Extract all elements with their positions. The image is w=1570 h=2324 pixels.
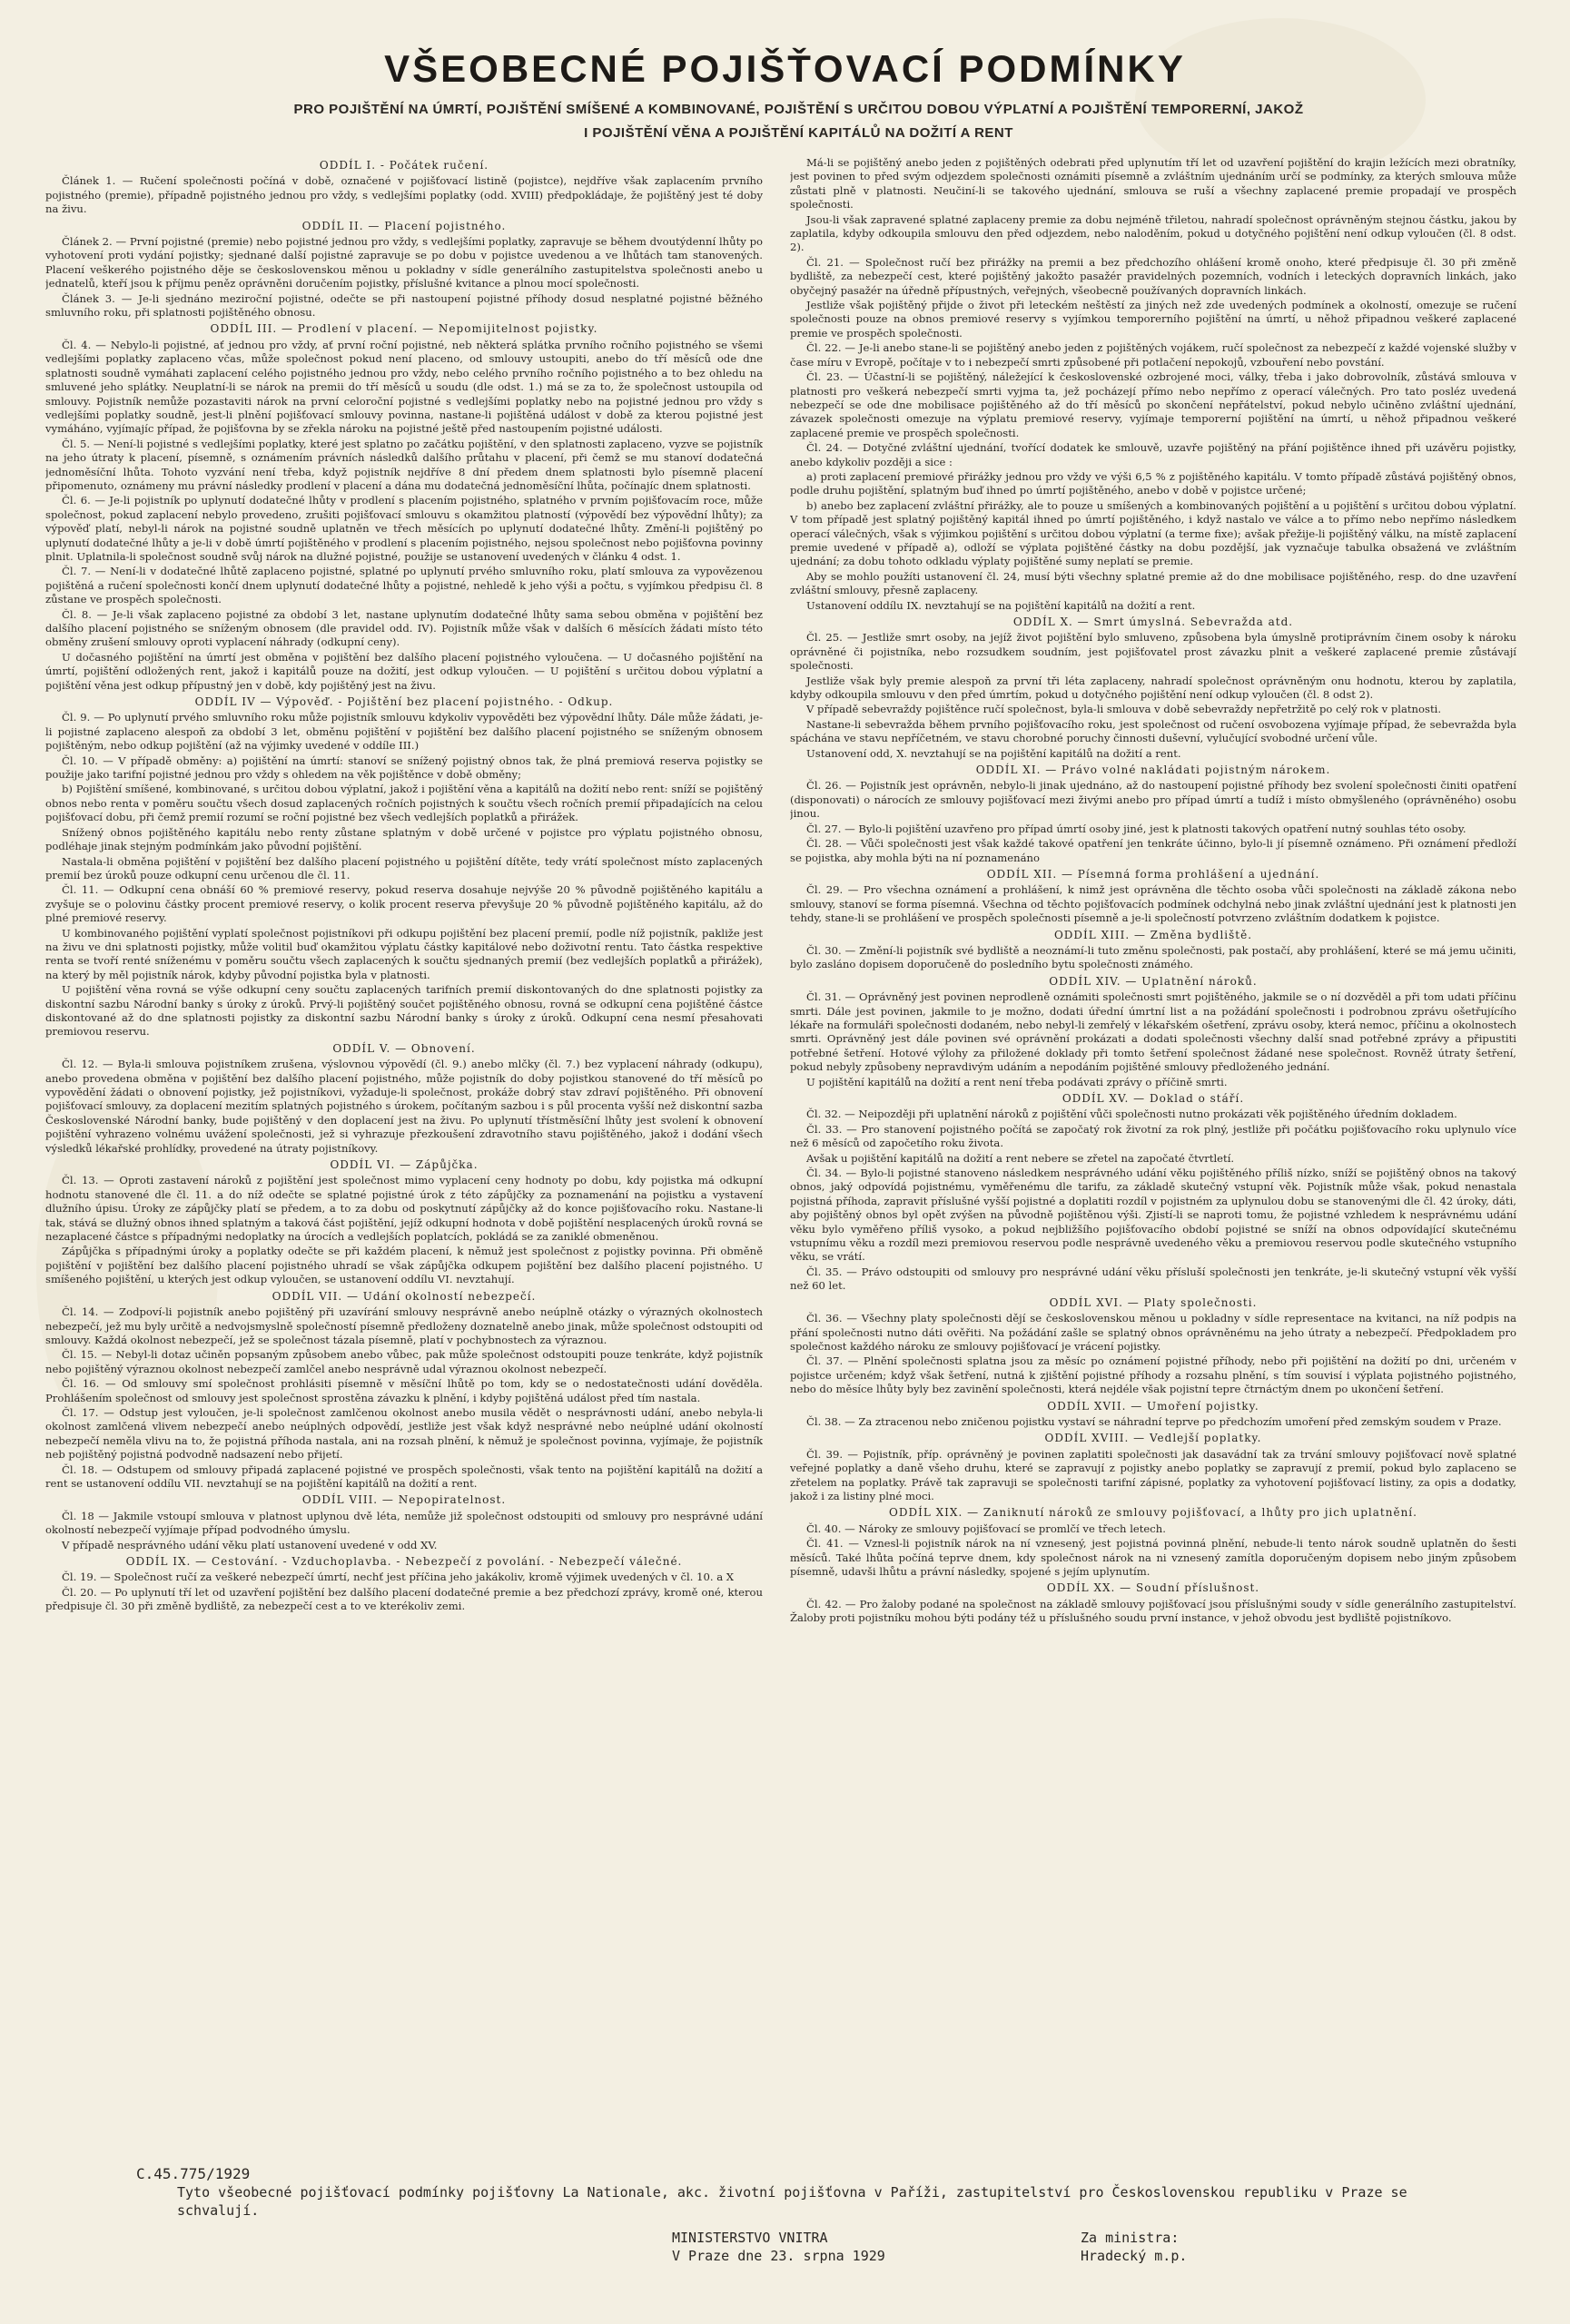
article-paragraph: Čl. 20. — Po uplynutí tří let od uzavření pojištění bez dalšího placení dodatečné premie a bez předchozí zprávy, kromě oné, kterou předpisuje čl. 30 při změně bydliště, za nebezpečí cest a to ve kterékoliv zemi. [45, 1585, 763, 1613]
article-paragraph: Čl. 37. — Plnění společnosti splatna jsou za měsíc po oznámení pojistné příhody, nebo při pojištění na dožití po dni, určeném v pojistce určeném; když však šetření, nutná k zjištění pojistné příhody a rozsahu plnění, s tím souvisí i výplata pojistného pojistného, nebo do měsíce lhůty byly bez zavinění společnosti, která nejdéle však pojistní tepre čtrnáctým dnem po ukončení šetření. [790, 1354, 1516, 1396]
section-heading: ODDÍL XVIII. — Vedlejší poplatky. [1044, 1432, 1262, 1445]
section-heading: ODDÍL IV — Výpověď. - Pojištění bez placení pojistného. - Odkup. [194, 695, 614, 709]
section-heading: ODDÍL V. — Obnovení. [332, 1041, 476, 1055]
section-heading: ODDÍL VIII. — Nepopiratelnost. [301, 1493, 507, 1507]
article-paragraph: Má-li se pojištěný anebo jeden z pojištěných odebrati před uplynutím tří let od uzavření pojištění do krajin ležících mezi obratníky, jest povinen to před svým odjezdem společnosti oznámiti písemně a zvláštním ujednáním určí se podmínky, za kterých smlouva může zůstati plně v platnosti. Neučiní-li se takového ujednání, smlouva se ruší a všechny zaplacené premie propadají ve prospěch společnosti. [790, 156, 1516, 212]
left-column [45, 156, 763, 2126]
article-paragraph: Čl. 40. — Nároky ze smlouvy pojišťovací se promlčí ve třech letech. [806, 1521, 1166, 1535]
article-paragraph: Ustanovení oddílu IX. nevztahují se na pojištění kapitálů na dožití a rent. [806, 598, 1196, 612]
section-heading: ODDÍL VI. — Zápůjčka. [330, 1158, 479, 1172]
article-paragraph: Čl. 6. — Je-li pojistník po uplynutí dodatečné lhůty v prodlení s placením pojistného, splatného v prvním pojišťovacím roce, může společnost, pokud zaplacení nebylo provedeno, zrušiti pojišťovací smlouvu s okamžitou platností (výpovědí bez výpovědní lhůty); za výpověď platí, nebyl-li nárok na pojistné soudně uplatněn ve třech měsících po uplynutí dodatečné lhůty. Změní-li pojištěný po uplynutí dodatečné lhůty a je-li v době úmrtí pojištěného v prodlení s placením pojistného, nejsou společnost nebo pojišťovna povinny plnit. Uplatnila-li společnost soudně svůj nárok na dlužné pojistné, použije se ustanovení uvedených v článku 4 odst. 1. [45, 494, 763, 563]
subtitle-line-2: I POJIŠTĚNÍ VĚNA A POJIŠTĚNÍ KAPITÁLŮ NA DOŽITÍ A RENT [584, 125, 1013, 141]
section-heading: ODDÍL XI. — Právo volné nakládati pojistným nárokem. [975, 763, 1331, 777]
article-paragraph: Čl. 34. — Bylo-li pojistné stanoveno následkem nesprávného udání věku pojištěného příliš nízko, sníží se pojištěný obnos na takový obnos, jaký odpovídá pojistnému, vyměřenému dle tarifu, za základě skutečný vstupní věk. Pojistník může však, pokud nenastala pojistná příhoda, zapravit příslušné vyšší pojistné a doplatiti rozdíl v pojistném za uplynulou dobu se stanovenými dle čl. 42 úroky, dáti, aby pojištěný obnos byl opět zvýšen na původně pojištěnou výši. Zjistí-li se naproti tomu, že pojistné vzhledem k nesprávnému udání věku bylo vyměřeno příliš vysoko, a pokud nejbližšího pojišťovacího období pojistné se sníží na obnos odpovídající skutečnému vstupnímu věku a rozdíl mezi premiovou reservou podle nesprávně uvedeného věku a premiovou reservou podle skutečného vstupního věku, se vrátí. [790, 1167, 1516, 1264]
article-paragraph: Čl. 18. — Odstupem od smlouvy připadá zaplacené pojistné ve prospěch společnosti, však tento na pojištění kapitálů na dožití a rent se ustanovení oddílu VII. nevztahují se na pojištění kapitálů na dožití a rent. [45, 1462, 763, 1490]
article-paragraph: Nastane-li sebevražda během prvního pojišťovacího roku, jest společnost od ručení osvobozena vyjímaje případ, že sebevražda byla spáchána ve stavu nepříčetném, ve stavu chorobné poruchy činnosti duševní, vylučující svobodné určení vůle. [790, 717, 1516, 745]
section-heading: ODDÍL IX. — Cestování. - Vzduchoplavba. - Nebezpečí z povolání. - Nebezpečí válečné. [125, 1555, 683, 1568]
section-heading: ODDÍL XVII. — Umoření pojistky. [1047, 1399, 1259, 1413]
section-heading: ODDÍL I. - Počátek ručení. [319, 159, 489, 172]
article-paragraph: Čl. 17. — Odstup jest vyloučen, je-li společnost zamlčenou okolnost anebo musila vědět o nesprávnosti udání, anebo nebyla-li okolnost zamlčená vlivem nebezpečí anebo neúplných odpovědí, jestliže jest však když nesprávné nebo neúplné udání okolností nebezpečí neměla vlivu na to, že pojistná příhoda nastala, ani na rozsah plnění, k němuž je společnost povinna, vyjímaje, že pojistník neb pojištěný pojistná podvodně nadsazení nebo přijetí. [45, 1405, 763, 1462]
article-paragraph: Čl. 19. — Společnost ručí za veškeré nebezpečí úmrtí, nechť jest příčina jeho jakákoliv, kromě výjimek uvedených v čl. 10. a X [62, 1571, 735, 1584]
ministry-block [672, 2229, 885, 2265]
article-paragraph: b) anebo bez zaplacení zvláštní přirážky, ale to pouze u smíšených a kombinovaných pojištění a u pojištění s určitou dobou výplatní. V tom případě jest splatný pojištěný kapitál ihned po úmrtí pojištěného, i když nastalo ve válce a to přímo nebo nepřímo následkem operací válečných, však s výjimkou pojištění s určitou dobou výplatní (a terme fixe); avšak přežije-li pojištěný válku, na místě zaplacení premie uvedené v případě a), odloží se výplata pojištěné částky na dobu pozdější, jak vyznačuje tabulka obsažená ve zvláštním ujednání; za dobu tohoto odkladu výplaty pojištěné sumy neplatí se premie. [790, 498, 1516, 568]
article-paragraph: Čl. 13. — Oproti zastavení nároků z pojištění jest společnost mimo vyplacení ceny hodnoty po dobu, kdy pojistka má odkupní hodnotu stanovené dle čl. 11. a do níž odečte se splatné pojistné úrok z této zápůjčky za poznamenání na pojistku a vystavení dlužního úpisu. Úroky ze zápůjčky platí se předem, a to za dobu od poskytnutí zápůjčky až do konce pojišťovacího roku. Nastane-li tak, stává se dlužný obnos ihned splatným a taková část pojištění, jejíž odkupní hodnota v době pojištění nesplacených úroků rovná se nezaplacené částce s případnými nedoplatky na úrocích a vedlejších poplatcích, pokládá se za zaniklé obmeněnou. [45, 1174, 763, 1244]
article-paragraph: Čl. 38. — Za ztracenou nebo zničenou pojistku vystaví se náhradní teprve po předchozím umoření před zemským soudem v Praze. [806, 1414, 1502, 1428]
article-paragraph: Čl. 30. — Změní-li pojistník své bydliště a neoznámí-li tuto změnu společnosti, pak postačí, aby prohlášení, které se má jemu učiniti, bylo zasláno dopisem doporučeně do posledního bytu společnosti známého. [790, 943, 1516, 971]
article-paragraph: Čl. 28. — Vůči společnosti jest však každé takové opatření jen tenkráte účinno, bylo-li jí písemně oznámeno. Při oznámení předloží se pojistka, aby mohla býti na ní poznamenáno [790, 837, 1516, 864]
article-paragraph: Nastala-li obměna pojištění v pojištění bez dalšího placení pojistného u pojištění dítěte, tedy vrátí společnost místo zaplacených premií bez úroků pouze odkupní cenu určenou dle čl. 11. [45, 854, 763, 881]
article-paragraph: Čl. 24. — Dotyčné zvláštní ujednání, tvořící dodatek ke smlouvě, uzavře pojištěný na přání pojištěnce ihned při uzávěru pojistky, anebo kdykoliv později a sice : [790, 441, 1516, 468]
article-paragraph: Čl. 32. — Neipozději při uplatnění nároků z pojištění vůči společnosti nutno prokázati věk pojištěného úředním dokladem. [806, 1108, 1457, 1121]
article-paragraph: Jsou-li však zapravené splatné zaplaceny premie za dobu nejméně třiletou, nahradí společnost oprávněným stejnou částku, jakou by zaplatila, kdyby odkoupila smlouvu den před odjezdem, nebo naloděním, pokud u dotyčného pojištění není odkup vyloučen (čl. 8 odst. 2). [790, 212, 1516, 254]
article-paragraph: Čl. 15. — Nebyl-li dotaz učiněn popsaným způsobem anebo vůbec, pak může společnost odstoupiti pouze tenkráte, když pojistník nebo pojištěný výraznou okolnost nebezpečí zamlčel anebo nesprávně udal výraznou okolnost nebezpečí. [45, 1348, 763, 1375]
article-paragraph: Čl. 9. — Po uplynutí prvého smluvního roku může pojistník smlouvu kdykoliv vypověděti bez výpovědní lhůty. Dále může žádati, je-li pojistné zaplaceno alespoň za období 3 let, obměnu pojištění v pojištění bez dalšího placení pojistného se sníženým obnosem pojištěným, nebo odkup pojištění (až na výjimky uvedené v oddíle III.) [45, 711, 763, 753]
article-paragraph: Ustanovení odd, X. nevztahují se na pojištění kapitálů na dožití a rent. [806, 746, 1181, 760]
document-title: VŠEOBECNÉ POJIŠŤOVACÍ PODMÍNKY [384, 47, 1186, 90]
article-paragraph: Čl. 11. — Odkupní cena obnáší 60 % premiové reservy, pokud reserva dosahuje nejvýše 20 % původně pojištěného kapitálu a zvyšuje se o polovinu částky procent premiové reservy, o kolik procent reserva převyšuje 20 % původně pojištěného kapitálu, až do plné premiové reservy. [45, 883, 763, 925]
article-paragraph: Zápůjčka s případnými úroky a poplatky odečte se při každém placení, k němuž jest společnost z pojistky povinna. Při obměně pojištění v pojištění bez dalšího placení pojistného uhradí se však zápůjčka odkupem pojištění bez dalšího placení pojistného. U smíšeného pojištění, u kterých jest odkup vyloučen, se ustanovení oddílu VI. nevztahují. [45, 1245, 763, 1286]
article-paragraph: Čl. 22. — Je-li anebo stane-li se pojištěný anebo jeden z pojištěných vojákem, ručí společnost za nebezpečí z každé vojenské služby v čase míru v Evropě, počítaje v to i nebezpečí smrti způsobené při potlačení nepokojů, vzbouření nebo povstání. [790, 341, 1516, 369]
article-paragraph: Čl. 25. — Jestliže smrt osoby, na jejíž život pojištění bylo smluveno, způsobena byla úmyslně protiprávním činem osoby k nároku oprávněné či pojistníka, nebo rozsudkem soudním, jest pojišťovatel prost závazku plnit a veškeré zaplacené premie zůstávají společnosti. [790, 631, 1516, 673]
article-paragraph: Čl. 41. — Vznesl-li pojistník nárok na ní vznesený, jest pojistná povinná plnění, nebude-li tento nárok soudně uplatněn do šesti měsíců. Také lhůta počíná teprve dnem, kdy společnost nárok na ni vznesený zamítla doporučeným dopisem nebo jiným způsobem písemně, udavši lhůtu a právní následky, spojené s jejím uplynutím. [790, 1537, 1516, 1578]
article-paragraph: V případě sebevraždy pojištěnce ručí společnost, byla-li smlouva v době sebevraždy nepřetržitě po celý rok v platnosti. [806, 703, 1442, 716]
article-paragraph: Jestliže však byly premie alespoň za první tři léta zaplaceny, nahradí společnost oprávněným onu hodnotu, kterou by zaplatila, kdyby odkoupila smlouvu v den před úmrtím, pokud u dotyčného pojištění není odkup vyloučen (čl. 8 odst 2). [790, 674, 1516, 702]
article-paragraph: Čl. 12. — Byla-li smlouva pojistníkem zrušena, výslovnou výpovědí (čl. 9.) anebo mlčky (čl. 7.) bez vyplacení náhrady (odkupu), anebo provedena obměna v pojištění bez dalšího placení pojistného, může pojistník do doby pojistkou stanovené do tří měsíců po vypovědění žádati o obnovení pojistky, jež pojistníkovi, vyžaduje-li společnost, prokáže dobrý stav zdraví pojištěného. Při obnovení pojišťovací smlouvy, za doplacení mezitím splatných pojistného s úrokem, počítaným sazbou i s půl procenta vyšší než diskontní sazba Československé Národní banky, bude pojištěný v den doplacení jest na živu. Po uplynutí třístměsíční lhůty jest svolení k obnovení pojištění vyhrazeno volnému uvážení společnosti, jež si vyhrazuje přezkoušení zdravotního stavu pojištěného, jakož i dodání všech výsledků lékařské prohlídky, provedené na útraty pojistníkovy. [45, 1058, 763, 1155]
article-paragraph: Čl. 33. — Pro stanovení pojistného počítá se započatý rok životní za rok plný, jestliže při počátku pojišťovacího roku uplynulo více než 6 měsíců od započetího roku života. [790, 1122, 1516, 1150]
minister-label: Za ministra: [1081, 2230, 1180, 2246]
article-paragraph: Čl. 7. — Není-li v dodatečné lhůtě zaplaceno pojistné, splatné po uplynutí prvého smluvního roku, platí smlouva za vypovězenou pojištěná a ručení společnosti končí dnem uplynutí dodatečné lhůty a pojistné, nehledě k jeho výši a počtu, s vyjímkou předpisu čl. 8 zůstane ve prospěch společnosti. [45, 565, 763, 606]
article-paragraph: Článek 3. — Je-li sjednáno meziroční pojistné, odečte se při nastoupení pojistné příhody dosud nesplatné pojistné běžného smluvního roku, při splatnosti pojištěného obnosu. [45, 291, 763, 320]
article-paragraph: U pojištění kapitálů na dožití a rent není třeba podávati zprávy o příčině smrti. [806, 1075, 1228, 1088]
document-subtitle [173, 98, 1425, 145]
article-paragraph: Čl. 10. — V případě obměny: a) pojištění na úmrtí: stanoví se snížený pojistný obnos tak, že plná premiová reserva pojistky se použije jako tarifní pojistné jednou pro vždy s ohledem na věk pojištěnce v době obměny; [45, 753, 763, 782]
section-heading: ODDÍL XX. — Soudní příslušnost. [1046, 1581, 1260, 1595]
article-paragraph: Čl. 23. — Účastní-li se pojištěný, náležející k československé ozbrojené moci, války, třeba i jako dobrovolník, zůstává smlouva v platnosti pro veškerá nebezpečí smrti vyjma ta, jež pocházejí přímo nebo nepřímo z operací válečných. Pro tato posléz uvedená nebezpečí se ode dne mobilisace pojištěného až do tří měsíců po skončení nepřátelství, pokud nebylo učiněno zvláštní ujednání, závazek společnosti omezuje na výplatu premiové reservy, vyjímaje temporerní pojištění na úmrtí, u něhož připadnou veškeré zaplacené premie ve prospěch společnosti. [790, 370, 1516, 439]
section-heading: ODDÍL III. — Prodlení v placení. — Nepomijitelnost pojistky. [210, 322, 598, 336]
article-paragraph: Článek 2. — První pojistné (premie) nebo pojistné jednou pro vždy, s vedlejšími poplatky, zapravuje se během dvoutýdenní lhůty po vyhotovení proti vydání pojistky; sjednané další pojistné zapravuje se po dobu v pojistce uvedenou a ve lhůtách tam stanovených. Placení veškerého pojistného děje se československou měnou u pokladny v sídle generálního zastupitelstva společnosti anebo u jednatelů, kteří jsou k příjmu peněz oprávněni doručením pojistky, příslušné kvitance a plnou mocí společnosti. [45, 235, 763, 290]
approval-text: Tyto všeobecné pojišťovací podmínky pojišťovny La Nationale, akc. životní pojišťovna v Paříži, zastupitelství pro Československou republiku v Praze se schvalují. [177, 2184, 1407, 2219]
article-paragraph: Čl. 29. — Pro všechna oznámení a prohlášení, k nimž jest oprávněna dle těchto osoba vůči společnosti na základě zákona nebo smlouvy, stanoví se forma písemná. Všechna od těchto pojišťovacích podmínek odchylná nebo jinak zvláštní ujednání jest k platnosti jen tehdy, stane-li se prohlášení ve prospěch společnosti písemně a je-li společností potvrzeno zvláštním dodatkem k pojistce. [790, 883, 1516, 925]
article-paragraph: Čl. 26. — Pojistník jest oprávněn, nebylo-li jinak ujednáno, až do nastoupení pojistné příhody bez svolení společnosti činiti opatření (disponovati) o nárocích ze smlouvy pojišťovací mezi živými anebo pro případ úmrtí a tudíž i místo obmyšleného (oprávněného) osobu jinou. [790, 779, 1516, 821]
ministry-name: MINISTERSTVO VNITRA [672, 2230, 828, 2246]
reference-number: C.45.775/1929 [136, 2165, 251, 2182]
minister-block [1081, 2229, 1187, 2265]
section-heading: ODDÍL X. — Smrt úmyslná. Sebevražda atd. [1012, 615, 1294, 628]
section-heading: ODDÍL XIV. — Uplatnění nároků. [1049, 974, 1258, 988]
subtitle-line-1: PRO POJIŠTĚNÍ NA ÚMRTÍ, POJIŠTĚNÍ SMÍŠENÉ A KOMBINOVANÉ, POJIŠTĚNÍ S URČITOU DOBOU VÝPLATNÍ A POJIŠTĚNÍ TEMPORERNÍ, JAKOŽ [293, 102, 1304, 117]
article-paragraph: Čl. 35. — Právo odstoupiti od smlouvy pro nesprávné udání věku přísluší společnosti jen tenkráte, je-li skutečný vstupní věk vyšší než 60 let. [790, 1265, 1516, 1293]
article-paragraph: Čl. 8. — Je-li však zaplaceno pojistné za období 3 let, nastane uplynutím dodatečné lhůty sama sebou obměna v pojištění bez dalšího placení pojistného se sníženým obnosem (dle pravidel odd. IV). Pojistník může však v dalších 6 měsících žádati místo této obměny zrušení smlouvy oproti vyplacení náhrady (odkupní ceny). [45, 607, 763, 649]
article-paragraph: Čl. 27. — Bylo-li pojištění uzavřeno pro případ úmrtí osoby jiné, jest k platnosti takových opatření nutný souhlas této osoby. [806, 822, 1466, 835]
article-paragraph: U kombinovaného pojištění vyplatí společnost pojistníkovi při odkupu pojištění bez placení premií, podle níž pojistník, pakliže jest na živu ve dni splatnosti pojistky, může volitil buď okamžitou výplatu částky kapitálové nebo doživotní rentu. Tato částka respektive renta se tvoří renté sníženému v poměru součtu všech zaplacených k součtu sjednaných premií (bez vedlejších poplatků a přirážek), na který by měl pojistník nárok, kdyby původní pojistka byla v platnosti. [45, 926, 763, 981]
section-heading: ODDÍL II. — Placení pojistného. [301, 219, 507, 232]
article-paragraph: b) Pojištění smíšené, kombinované, s určitou dobou výplatní, jakož i pojištění věna a kapitálů na dožití nebo rent: sníží se pojištěný obnos nebo renta v poměru součtu všech dosud zaplacených ročních pojistných k součtu všech ročních premií připadajících na celou pojišťovací dobu, při čemž premií rozumí se roční pojistné bez všech vedlejších poplatků a přirážek. [45, 783, 763, 824]
minister-name: Hradecký m.p. [1081, 2248, 1188, 2264]
article-paragraph: U dočasného pojištění na úmrtí jest obměna v pojištění bez dalšího placení pojistného vyloučena. — U dočasného pojištění na úmrtí, pojištění odložených rent, jakož i kapitálů pouze na dožití, jest odkup vyloučen. — U pojištění s určitou dobou výplatní a pojištění věna jest odkup přípustný jen v době, kdy pojištěný jest na živu. [45, 650, 763, 692]
article-paragraph: Čl. 39. — Pojistník, příp. oprávněný je povinen zaplatiti společnosti jak dasavádní tak za trvání smlouvy pojišťovací nově splatné veřejné poplatky a daně všeho druhu, které se zapravují z pojistky anebo poplatky se zapravují z premií, pokud bylo zaplaceno se zřetelem na poplatky. Právě tak zapravuji se společnosti tarifní zápisné, poplatky za vyhotovení pojišťovací listiny, za opis a dodatky, jakož i za listiny plné moci. [790, 1447, 1516, 1502]
article-paragraph: Čl. 18 — Jakmile vstoupí smlouva v platnost uplynou dvě léta, nemůže již společnost odstoupiti od smlouvy pro nesprávné udání okolností nebezpečí vyjímaje případ podvodného úmyslu. [45, 1509, 763, 1537]
article-paragraph: Čl. 42. — Pro žaloby podané na společnost na základě smlouvy pojišťovací jsou příslušnými soudy v sídle generálního zastupitelství. Žaloby proti pojistníku mohou býti podány též u příslušného soudu první instance, v jehož obvodu jest bydliště pojistníkovo. [790, 1597, 1516, 1625]
article-paragraph: Avšak u pojištění kapitálů na dožití a rent nebere se zřetel na započaté čtvrtletí. [806, 1151, 1235, 1165]
section-heading: ODDÍL XVI. — Platy společnosti. [1049, 1295, 1258, 1309]
right-column [790, 156, 1516, 2126]
article-paragraph: Jestliže však pojištěný přijde o život při leteckém neštěstí za jiných než zde uvedených podmínek a okolností, omezuje se ručení společnosti pouze na obnos premiové reservy s vyjímkou temporerního pojištění na úmrtí, u něhož připadnou veškeré zaplacené premie ve prospěch společnosti. [790, 299, 1516, 340]
article-paragraph: V případě nesprávného udání věku platí ustanovení uvedené v odd XV. [62, 1538, 438, 1551]
article-paragraph: Čl. 4. — Nebylo-li pojistné, ať jednou pro vždy, ať první roční pojistné, neb některá splátka prvního ročního pojistného se všemi vedlejšími poplatky zaplaceno včas, může společnost pokud není placeno, od smlouvy ustoupiti, anebo do tří měsíců ode dne splatnosti soudně vymáhati zaplacení celého pojistného jednou pro vždy, nebo celého prvního ročního pojistného a to bez ohledu na smluvené jeho splátky. Neuplatní-li se nárok na premii do tří měsíců u soudu (dle odst. 1.) má se za to, že společnost ustoupila od smlouvy. Pojistník nemůže pozastaviti nárok na první celoroční pojistné s vedlejšími poplatky nebo na pojistné jednou pro vždy s vedlejšími poplatky soudně, jest-li plnění pojišťovací smlouvy povinna, nastane-li pojištěná událost v době za kterou pojistné jest vymáháno, vyjímajíc případ, že pojišťovna by se zřekla nároku na pojistné ještě před nastoupením pojistné události. [45, 338, 763, 436]
article-paragraph: Snížený obnos pojištěného kapitálu nebo renty zůstane splatným v době určené v pojistce pro výplatu pojistného obnosu, podléhaje jinak stejným podmínkám jako původní pojištění. [45, 825, 763, 853]
section-heading: ODDÍL XII. — Písemná forma prohlášení a ujednání. [986, 867, 1320, 881]
place-date: V Praze dne 23. srpna 1929 [672, 2248, 885, 2264]
article-paragraph: Článek 1. — Ručení společnosti počíná v době, označené v pojišťovací listině (pojistce), nejdříve však zaplacením prvního pojistného (premie), případně pojistného jednou pro vždy, s vedlejšími poplatky (odd. XVIII) předpokládaje, že pojištěný jest té doby na živu. [45, 174, 763, 216]
article-paragraph: a) proti zaplacení premiové přirážky jednou pro vždy ve výši 6,5 % z pojištěného kapitálu. V tomto případě zůstává pojištěný obnos, podle druhu pojištění, splatným buď ihned po úmrtí pojištěného, anebo v době v pojistce určené; [790, 469, 1516, 497]
article-paragraph: Čl. 16. — Od smlouvy smí společnost prohlásiti písemně v měsíční lhůtě po tom, kdy se o nedostatečnosti udání dověděla. Prohlášením společnost od smlouvy jest společnost sprostěna závazku k plnění, i kdyby pojištěná událost před tím nastala. [45, 1377, 763, 1404]
article-paragraph: Čl. 31. — Oprávněný jest povinen neprodleně oznámiti společnosti smrt pojištěného, jakmile se o ní dozvěděl a při tom udati příčinu smrti. Dále jest povinen, jakmile to je možno, dodati úřední úmrtní list a na požádání společnosti i podrobnou zprávu ošetřujícího lékaře na formuláři společnosti dodaném, nebo nebyl-li zemřelý v lékařském ošetření, zprávu osoby, která nemoc, příčinu a okolnostech smrti. Oprávněný jest dále povinen své oprávnění prokázati a dodati společnosti všechny další snad potřebné zprávy a připustiti potřebné šetření. Hotové výlohy za přiložené doklady při tomto šetření společnost žádané nese společnost. Rovněž útraty šetření, pokud nebyly způsobeny nepravdivým udáním a nepodáním pojištěné smlouvy předloženého jednání. [790, 990, 1516, 1074]
section-heading: ODDÍL VII. — Udání okolností nebezpečí. [272, 1289, 537, 1303]
article-paragraph: Aby se mohlo použíti ustanovení čl. 24, musí býti všechny splatné premie až do dne mobilisace pojištěného, resp. do dne uzavření zvláštní smlouvy, přesně zaplaceny. [790, 569, 1516, 597]
section-heading: ODDÍL XV. — Doklad o stáří. [1061, 1092, 1245, 1105]
article-paragraph: Čl. 21. — Společnost ručí bez přirážky na premii a bez předchozího ohlášení kromě onoho, které předpisuje čl. 30 při změně bydliště, za nebezpečí cest, které pojištěný jakožto pasažér pravidelných pozemních, vodních i leteckých dopravních linkách, jako obyčejný pasažér na úředně přípustných, veřejných, všeobecně používaných dopravních linkách. [790, 255, 1516, 297]
article-paragraph: Čl. 36. — Všechny platy společnosti dějí se československou měnou u pokladny v sídle representace na kvitanci, na níž podpis na přání společnosti nutno dáti ověřiti. Na požádání zašle se splatný obnos oprávněnému na jeho útraty a nebezpečí. Předpokladem pro společnost každého nároku ze smlouvy pojišťovací je vrácení pojistky. [790, 1312, 1516, 1353]
article-paragraph: Čl. 5. — Není-li pojistné s vedlejšími poplatky, které jest splatno po začátku pojištění, v den splatnosti zaplaceno, vyzve se pojistník na jeho útraty k placení, písemně, s oznámením právních následků dalšího průtahu v placení, při čemž se mu stanoví dodatečná jednoměsíční lhůta. Tohoto vyzvání není třeba, když pojistník nejdříve 8 dní předem dnem splatnosti bylo písemně placení připomenuto, oznámeny mu právní následky prodlení v placení a dána mu dodatečná jednoměsíční lhůta, počínajíc dnem splatnosti. [45, 437, 763, 492]
section-heading: ODDÍL XIII. — Změna bydliště. [1053, 928, 1253, 941]
article-paragraph: Čl. 14. — Zodpoví-li pojistník anebo pojištěný při uzavírání smlouvy nesprávně anebo neúplně otázky o výrazných okolnostech nebezpečí, jež mu byly určitě a nedvojsmyslně společností písemně předloženy doznatelně anebo jinak, může společnost odstoupiti od smlouvy. Každá okolnost nebezpečí, jež se společnost tázala písemně, platí v pochybnostech za výraznou. [45, 1305, 763, 1346]
section-heading: ODDÍL XIX. — Zaniknutí nároků ze smlouvy pojišťovací, a lhůty pro jich uplatnění. [889, 1506, 1417, 1520]
article-paragraph: U pojištění věna rovná se výše odkupní ceny součtu zaplacených tarifních premií diskontovaných do dne splatnosti pojistky za diskontní sazbu Národní banky s úroky z úroků. Prvý-li pojištěný součet pojištěného obnosu, rovná se odkupní cena pojištěné částce diskontované až do dne splatnosti pojistky za diskontní sazbu Národní banky s úroky z úroků. Odkupní cena nesmí přesahovati premiovou reservu. [45, 983, 763, 1039]
